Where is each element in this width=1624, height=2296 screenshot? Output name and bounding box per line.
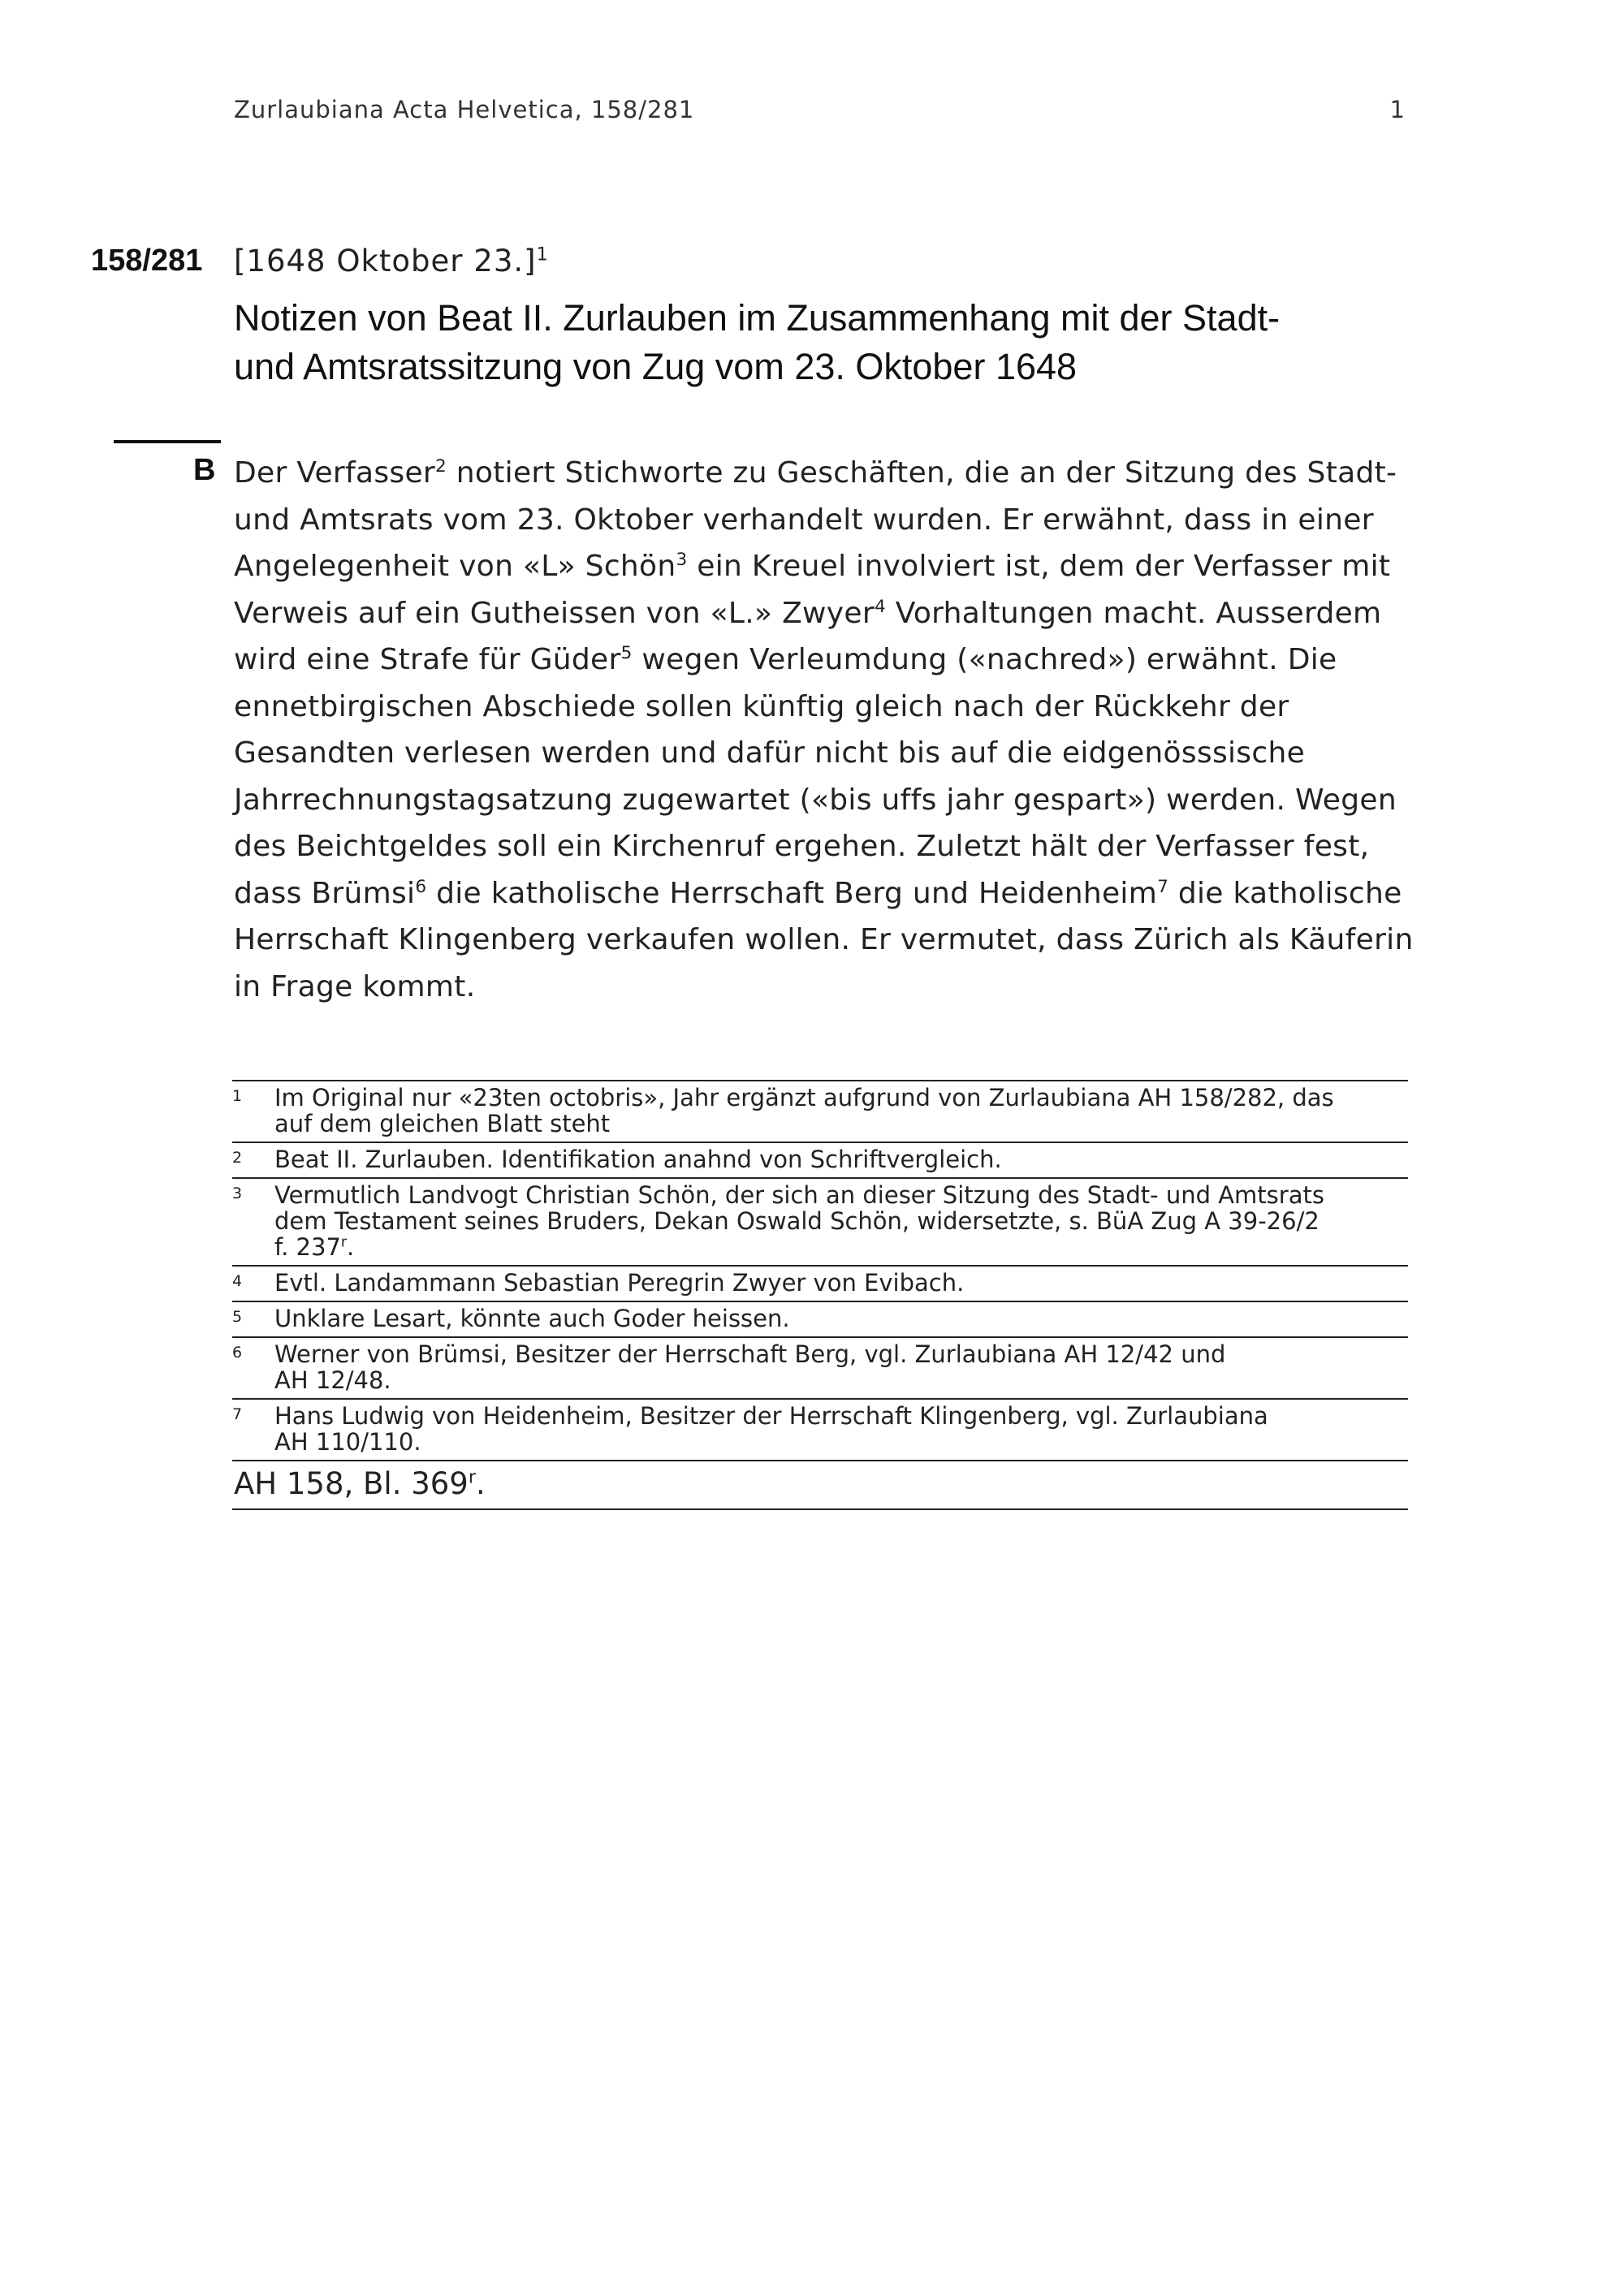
text: die katholische	[1168, 876, 1402, 910]
footnote-line: Vermutlich Landvogt Christian Schön, der sich an dieser Sitzung des Stadt- und Amtsrats	[274, 1181, 1324, 1209]
entry-number: 158/281	[91, 244, 203, 278]
entry-date-text: [1648 Oktober 23.]	[234, 244, 537, 278]
footnote-number: 7	[232, 1405, 243, 1423]
section-rule	[114, 440, 221, 443]
text: Angelegenheit von «L» Schön	[234, 550, 676, 583]
footnote-ref: 7	[1157, 876, 1169, 897]
footnote-number: 6	[232, 1344, 243, 1362]
text: Verweis auf ein Gutheissen von «L.» Zwyer	[234, 596, 875, 630]
abstract-line: in Frage kommt.	[234, 969, 476, 1003]
footnote-line: AH 110/110.	[274, 1428, 421, 1456]
text: .	[347, 1233, 355, 1261]
footnote-ref: 5	[620, 643, 633, 663]
abstract-line: und Amtsrats vom 23. Oktober verhandelt wurden. Er erwähnt, dass in einer	[234, 503, 1374, 537]
text: wegen Verleumdung («nachred») erwähnt. Die	[632, 643, 1337, 676]
text: ein Kreuel involviert ist, dem der Verfasser mit	[687, 550, 1391, 583]
footnote-ref: 4	[874, 596, 886, 617]
footnote-line: Unklare Lesart, könnte auch Goder heissen.	[274, 1305, 790, 1332]
footnote	[232, 1177, 1408, 1265]
footnote	[232, 1265, 1408, 1301]
abstract-line	[234, 450, 1411, 497]
abstract-line: Herrschaft Klingenberg verkaufen wollen. Er vermutet, dass Zürich als Käuferin	[234, 923, 1414, 956]
footnote-number: 4	[232, 1272, 243, 1290]
footnote-number: 5	[232, 1308, 243, 1326]
entry-title	[234, 294, 1411, 391]
abstract-line	[234, 637, 1411, 684]
text: notiert Stichworte zu Geschäften, die an der Sitzung des Stadt-	[447, 456, 1397, 490]
footnote-ref: 3	[676, 550, 688, 570]
footnote-line: Hans Ludwig von Heidenheim, Besitzer der Herrschaft Klingenberg, vgl. Zurlaubiana	[274, 1402, 1268, 1430]
text: wird eine Strafe für Güder	[234, 643, 621, 676]
abstract-line: des Beichtgeldes soll ein Kirchenruf ergehen. Zuletzt hält der Verfasser fest,	[234, 830, 1370, 863]
footnote-ref: 2	[435, 456, 447, 477]
entry-title-line: Notizen von Beat II. Zurlauben im Zusammenhang mit der Stadt-	[234, 297, 1281, 339]
footnote-line	[274, 1234, 1408, 1260]
abstract-line	[234, 543, 1411, 590]
section-marker: B	[193, 453, 216, 487]
footnote-line: Werner von Brümsi, Besitzer der Herrschaft Berg, vgl. Zurlaubiana AH 12/42 und	[274, 1340, 1226, 1368]
entry-date	[234, 244, 549, 278]
footnote-number: 3	[232, 1185, 243, 1202]
footnotes	[232, 1080, 1408, 1510]
footnote	[232, 1398, 1408, 1460]
abstract-text	[234, 450, 1414, 1010]
text: AH 158, Bl. 369	[234, 1466, 469, 1501]
footnote-number: 2	[232, 1149, 243, 1167]
superscript: r	[468, 1466, 476, 1488]
footnote	[232, 1080, 1408, 1142]
footnote-line: AH 12/48.	[274, 1366, 391, 1394]
text: dass Brümsi	[234, 876, 416, 910]
footnote	[232, 1301, 1408, 1336]
abstract-line: Gesandten verlesen werden und dafür nicht bis auf die eidgenösssische	[234, 736, 1306, 770]
text: Vorhaltungen macht. Ausserdem	[885, 596, 1382, 630]
footnote-line: dem Testament seines Bruders, Dekan Oswald Schön, widersetzte, s. BüA Zug A 39-26/2	[274, 1207, 1320, 1235]
abstract-line: ennetbirgischen Abschiede sollen künftig gleich nach der Rückkehr der	[234, 689, 1289, 723]
footnote-number: 1	[232, 1087, 243, 1105]
footnote	[232, 1142, 1408, 1177]
footnote-line: Im Original nur «23ten octobris», Jahr ergänzt aufgrund von Zurlaubiana AH 158/282, das	[274, 1084, 1334, 1111]
text: .	[475, 1466, 486, 1501]
abstract-line: Jahrrechnungstagsatzung zugewartet («bis uffs jahr gespart») werden. Wegen	[234, 783, 1397, 817]
footnote-line: auf dem gleichen Blatt steht	[274, 1110, 611, 1137]
footnote-line: Evtl. Landammann Sebastian Peregrin Zwyer von Evibach.	[274, 1269, 965, 1297]
text: die katholische Herrschaft Berg und Heidenheim	[426, 876, 1158, 910]
page-number: 1	[1389, 96, 1405, 123]
source-reference	[232, 1460, 1408, 1510]
superscript: r	[340, 1234, 348, 1251]
footnote-ref: 6	[415, 876, 427, 897]
text: f. 237	[274, 1233, 341, 1261]
running-header-title: Zurlaubiana Acta Helvetica, 158/281	[234, 96, 695, 123]
footnote-ref: 1	[536, 244, 549, 265]
entry-title-line: und Amtsratssitzung von Zug vom 23. Oktober 1648	[234, 346, 1078, 387]
text: Der Verfasser	[234, 456, 435, 490]
abstract-line	[234, 870, 1411, 917]
footnote-line: Beat II. Zurlauben. Identifikation anahnd von Schriftvergleich.	[274, 1146, 1002, 1173]
abstract-line	[234, 590, 1411, 637]
footnote	[232, 1336, 1408, 1398]
